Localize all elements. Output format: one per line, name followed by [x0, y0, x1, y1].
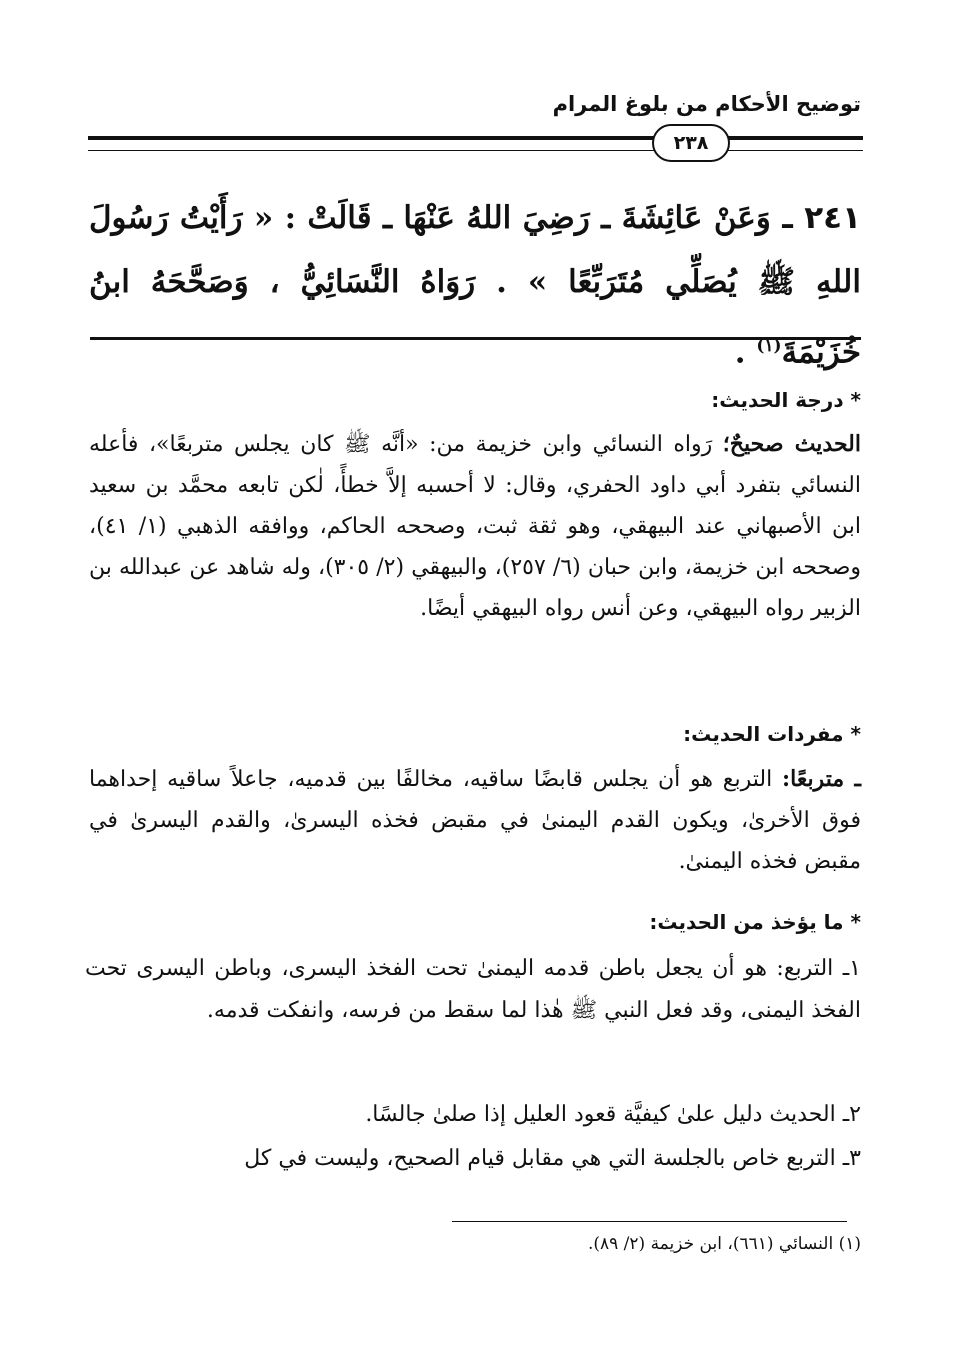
footnote-rule: [452, 1221, 847, 1222]
page-number: ٢٣٨: [652, 124, 730, 162]
lesson-item: ١ـ التربع: هو أن يجعل باطن قدمه اليمنىٰ تحت الفخذ اليسرى، وباطن اليسرى تحت الفخذ اليمنى، وقد فعل النبي ﷺ هٰذا لما سقط من فرسه، وانفكت قدمه.: [85, 956, 861, 1023]
footnote: (١) النسائي (٦٦١)، ابن خزيمة (٢/ ٨٩).: [587, 1234, 861, 1254]
vocab-body: التربع هو أن يجلس قابضًا ساقيه، مخالفًا بين قدميه، جاعلاً ساقيه إحداهما فوق الأخرىٰ، ويكون القدم اليمنىٰ في مقبض فخذه اليسرىٰ، والقدم اليسرىٰ في مقبض فخذه اليمنىٰ.: [89, 767, 861, 874]
hadith-end: .: [734, 334, 757, 371]
vocab-term: ـ متربعًا:: [782, 766, 862, 792]
grade-lead: الحديث صحيحٌ؛: [722, 431, 861, 457]
grade-heading: * درجة الحديث:: [711, 388, 861, 412]
hadith-text: وَعَنْ عَائِشَةَ ـ رَضِيَ اللهُ عَنْهَا ـ قَالَتْ : « رَأَيْتُ رَسُولَ اللهِ ﷺ يُصَلِّي مُتَرَبِّعًا » . رَوَاهُ النَّسَائِيُّ ، وَصَحَّحَهُ ابنُ خُزَيْمَةَ: [89, 200, 861, 371]
vocab-heading: * مفردات الحديث:: [683, 722, 861, 746]
running-head-title: توضيح الأحكام من بلوغ المرام: [552, 92, 861, 116]
hadith-number: ٢٤١ ـ: [782, 200, 861, 236]
header-rule-thin: [88, 150, 863, 151]
header-rule-thick: [88, 136, 863, 140]
hadith-separator-rule: [90, 337, 861, 340]
lesson-item: ٢ـ الحديث دليل علىٰ كيفيَّة قعود العليل إذا صلىٰ جالسًا.: [365, 1102, 861, 1127]
vocab-paragraph: [89, 759, 861, 882]
hadith-text-block: [89, 186, 861, 384]
grade-body: رَواه النسائي وابن خزيمة من: «أنَّه ﷺ كان يجلس متربعًا»، فأعله النسائي بتفرد أبي داود الحفري، وقال: لا أحسبه إلاَّ خطأً، لٰكن تابعه محمَّد بن سعيد ابن الأصبهاني عند البيهقي، وهو ثقة ثبت، وصححه الحاكم، ووافقه الذهبي (١/ ٤١)، وصححه ابن خزيمة، وابن حبان (٦/ ٢٥٧)، والبيهقي (٢/ ٣٠٥)، وله شاهد عن عبدالله بن الزبير رواه البيهقي، وعن أنس رواه البيهقي أيضًا.: [89, 432, 862, 621]
footnote-marker: (١): [756, 336, 782, 356]
lessons-heading: * ما يؤخذ من الحديث:: [649, 910, 861, 934]
grade-paragraph: [89, 424, 861, 629]
lesson-item: ٣ـ التربع خاص بالجلسة التي هي مقابل قيام الصحيح، وليست في كل: [244, 1146, 861, 1171]
